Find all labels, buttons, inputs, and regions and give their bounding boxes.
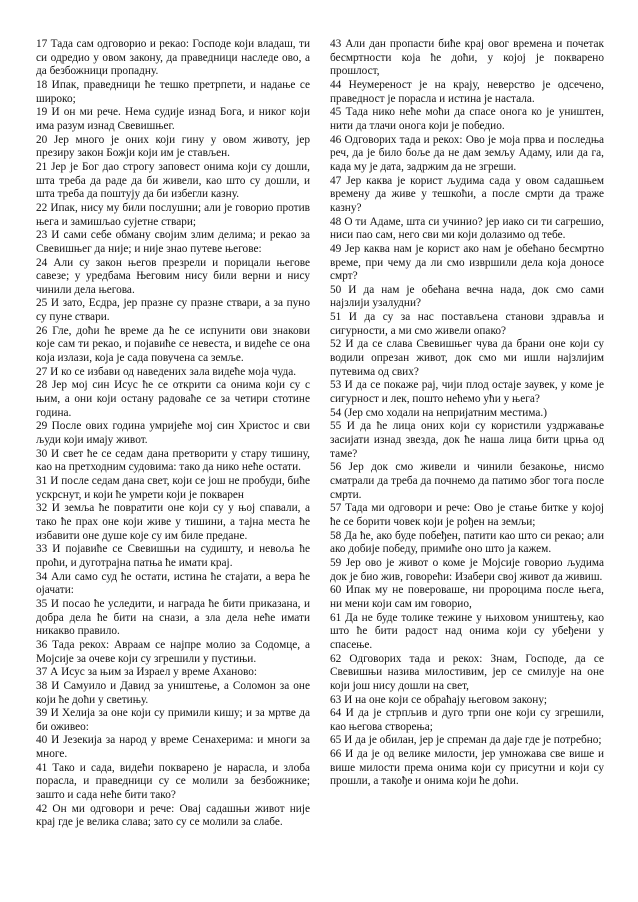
verse: 42 Он ми одговори и рече: Овај садашњи живот није крај где је велика слава; зато су се молили за слабе.: [36, 802, 310, 829]
verse: 40 И Језекија за народ у време Сенахерима: и многи за многе.: [36, 734, 310, 761]
verse: 20 Јер много је оних који гину у овом животу, јер презиру закон Божји који им је стављен.: [36, 133, 310, 160]
verse: 29 После ових година умријеће мој син Христос и сви људи који имају живот.: [36, 420, 310, 447]
verse: 46 Одговорих тада и рекох: Ово је моја прва и последња реч, да је било боље да не дам земљу Адаму, или да га, када му је дата, задржим да не згреши.: [330, 133, 604, 173]
verse: 18 Ипак, праведници ће тешко претрпети, и надање се широко;: [36, 78, 310, 105]
verse: 24 Али су закон његов презрели и порицали његове савезе; у уредбама Његовим нису били верни и нису чинили дела његова.: [36, 256, 310, 296]
verse: 39 И Хелија за оне који су примили кишу; и за мртве да би оживео:: [36, 707, 310, 733]
verse: 56 Јер док смо живели и чинили безакоње, нисмо сматрали да треба да почнемо да патимо због тога после смрти.: [330, 461, 604, 501]
verse: 36 Тада рекох: Авраам се најпре молио за Содомце, а Мојсије за очеве који су згрешили у пустињи.: [36, 638, 310, 665]
verse: 22 Ипак, нису му били послушни; али је говорио против њега и замишљао сујетне ствари;: [36, 201, 310, 228]
verse: 49 Јер каква нам је корист ако нам је обећано бесмртно време, при чему да ли смо извршили дела која доносе смрт?: [330, 242, 604, 283]
verse: 53 И да се покаже рај, чији плод остаје заувек, у коме је сигурност и лек, пошто нећемо ући у њега?: [330, 379, 604, 406]
verse: 33 И појавиће се Свевишњи на судишту, и невоља ће проћи, и дуготрајна патња ће имати крај.: [36, 543, 310, 569]
verse: 48 О ти Адаме, шта си учинио? јер иако си ти сагрешио, ниси пао сам, него сви ми који долазимо од тебе.: [330, 215, 604, 242]
left-column: [36, 38, 310, 886]
verse: 26 Гле, доћи ће време да ће се испунити ови знакови које сам ти рекао, и појавиће се невеста, и видеће се она која излази, која је сада повучена са земље.: [36, 324, 310, 365]
verse: 44 Неумереност је на крају, неверство је одсечено, праведност је порасла и истина је настала.: [330, 78, 604, 105]
verse: 31 И после седам дана свет, који се још не пробуди, биће ускрснут, и који ће умрети који је покварен: [36, 475, 310, 501]
verse: 28 Јер мој син Исус ће се открити са онима који су с њим, а они који остану радоваће се за четири стотине година.: [36, 379, 310, 419]
verse: 21 Јер је Бог дао строгу заповест онима који су дошли, шта треба да раде да би живели, као што су дошли, и шта треба да поштују да би избегли казну.: [36, 160, 310, 201]
verse: 50 И да нам је обећана вечна нада, док смо сами најзлији узалудни?: [330, 283, 604, 310]
verse: 30 И свет ће се седам дана претворити у стару тишину, као на претходним судовима: тако да нико неће остати.: [36, 447, 310, 474]
verse: 64 И да је стрпљив и дуго трпи оне који су згрешили, као његова створења;: [330, 707, 604, 733]
verse: 34 Али само суд ће остати, истина ће стајати, а вера ће ојачати:: [36, 570, 310, 597]
verse: 17 Тада сам одговорио и рекао: Господе који владаш, ти си одредио у овом закону, да праведници наследе ово, а да безбожници пропадну.: [36, 38, 310, 78]
verse: 27 И ко се избави од наведених зала видеће моја чуда.: [36, 365, 297, 378]
verse: 60 Ипак му не повероваше, ни пророцима после њега, ни мени који сам им говорио,: [330, 584, 604, 610]
verse: 35 И посао ће уследити, и награда ће бити приказана, и добра дела ће бити на снази, а зла дела неће имати никакво правило.: [36, 597, 310, 638]
verse: 43 Али дан пропасти биће крај овог времена и почетак бесмртности која ће доћи, у којој је покварено прошлост,: [330, 38, 604, 78]
verse: 37 А Исус за њим за Израел у време Аханово:: [36, 666, 258, 679]
verse: 66 И да је од велике милости, јер умножава све више и више милости према онима који су присутни и који су прошли, а такође и онима који ће доћи.: [330, 748, 604, 788]
verse: 58 Да ће, ако буде побеђен, патити као што си рекао; али ако добије победу, примиће оно што ја кажем.: [330, 529, 604, 556]
verse: 52 И да се слава Свевишњег чува да брани оне који су водили опрезан живот, док смо ми ишли најзлијим путевима од свих?: [330, 338, 604, 378]
verse: 32 И земља ће повратити оне који су у њој спавали, а тако ће прах оне који живе у тишини, а тајна места ће избавити оне душе које су им биле предане.: [36, 502, 310, 542]
verse: 19 И он ми рече. Нема судије изнад Бога, и никог који има разум изнад Свевишњег.: [36, 106, 310, 132]
verse: 23 И сами себе обману својим злим делима; и рекао за Свевишњег да није; и није знао путеве његове:: [36, 229, 310, 255]
verse: 59 Јер ово је живот о коме је Мојсије говорио људима док је био жив, говорећи: Изабери свој живот да живиш.: [330, 556, 604, 583]
verse: 45 Тада нико неће моћи да спасе онога ко је уништен, нити да тлачи онога који је победио.: [330, 106, 604, 132]
verse: 51 И да су за нас постављена станови здравља и сигурности, а ми смо живели опако?: [330, 311, 604, 337]
document-page: [36, 38, 604, 886]
verse: 55 И да ће лица оних који су користили уздржавање засијати изнад звезда, док ће наша лица бити црња од таме?: [330, 420, 604, 460]
verse: 47 Јер каква је корист људима сада у овом садашњем времену да живе у тешкоћи, а после смрти да траже казну?: [330, 174, 604, 214]
verse: 63 И на оне који се обраћају његовом закону;: [330, 693, 547, 706]
verse: 54 (Јер смо ходали на непријатним местима.): [330, 406, 547, 419]
right-column: [330, 38, 604, 886]
verse: 65 И да је обилан, јер је спреман да даје где је потребно;: [330, 734, 602, 747]
verse: 41 Тако и сада, видећи покварено је нарасла, и злоба порасла, и праведници су се молили за безбожнике; зашто и сада неће бити тако?: [36, 761, 310, 802]
verse: 38 И Самуило и Давид за уништење, а Соломон за оне који ће доћи у светињу.: [36, 679, 310, 706]
verse: 61 Да не буде толике тежине у њиховом уништењу, као што ће бити радост над онима који су убеђени у спасење.: [330, 611, 604, 651]
verse: 57 Тада ми одговори и рече: Ово је стање битке у којој ће се борити човек који је рођен на земљи;: [330, 502, 604, 528]
verse: 62 Одговорих тада и рекох: Знам, Господе, да се Свевишњи назива милостивим, јер се смилује на оне који још нису дошли на свет,: [330, 652, 604, 692]
verse: 25 И зато, Есдра, јер празне су празне ствари, а за пуно су пуне ствари.: [36, 297, 310, 324]
